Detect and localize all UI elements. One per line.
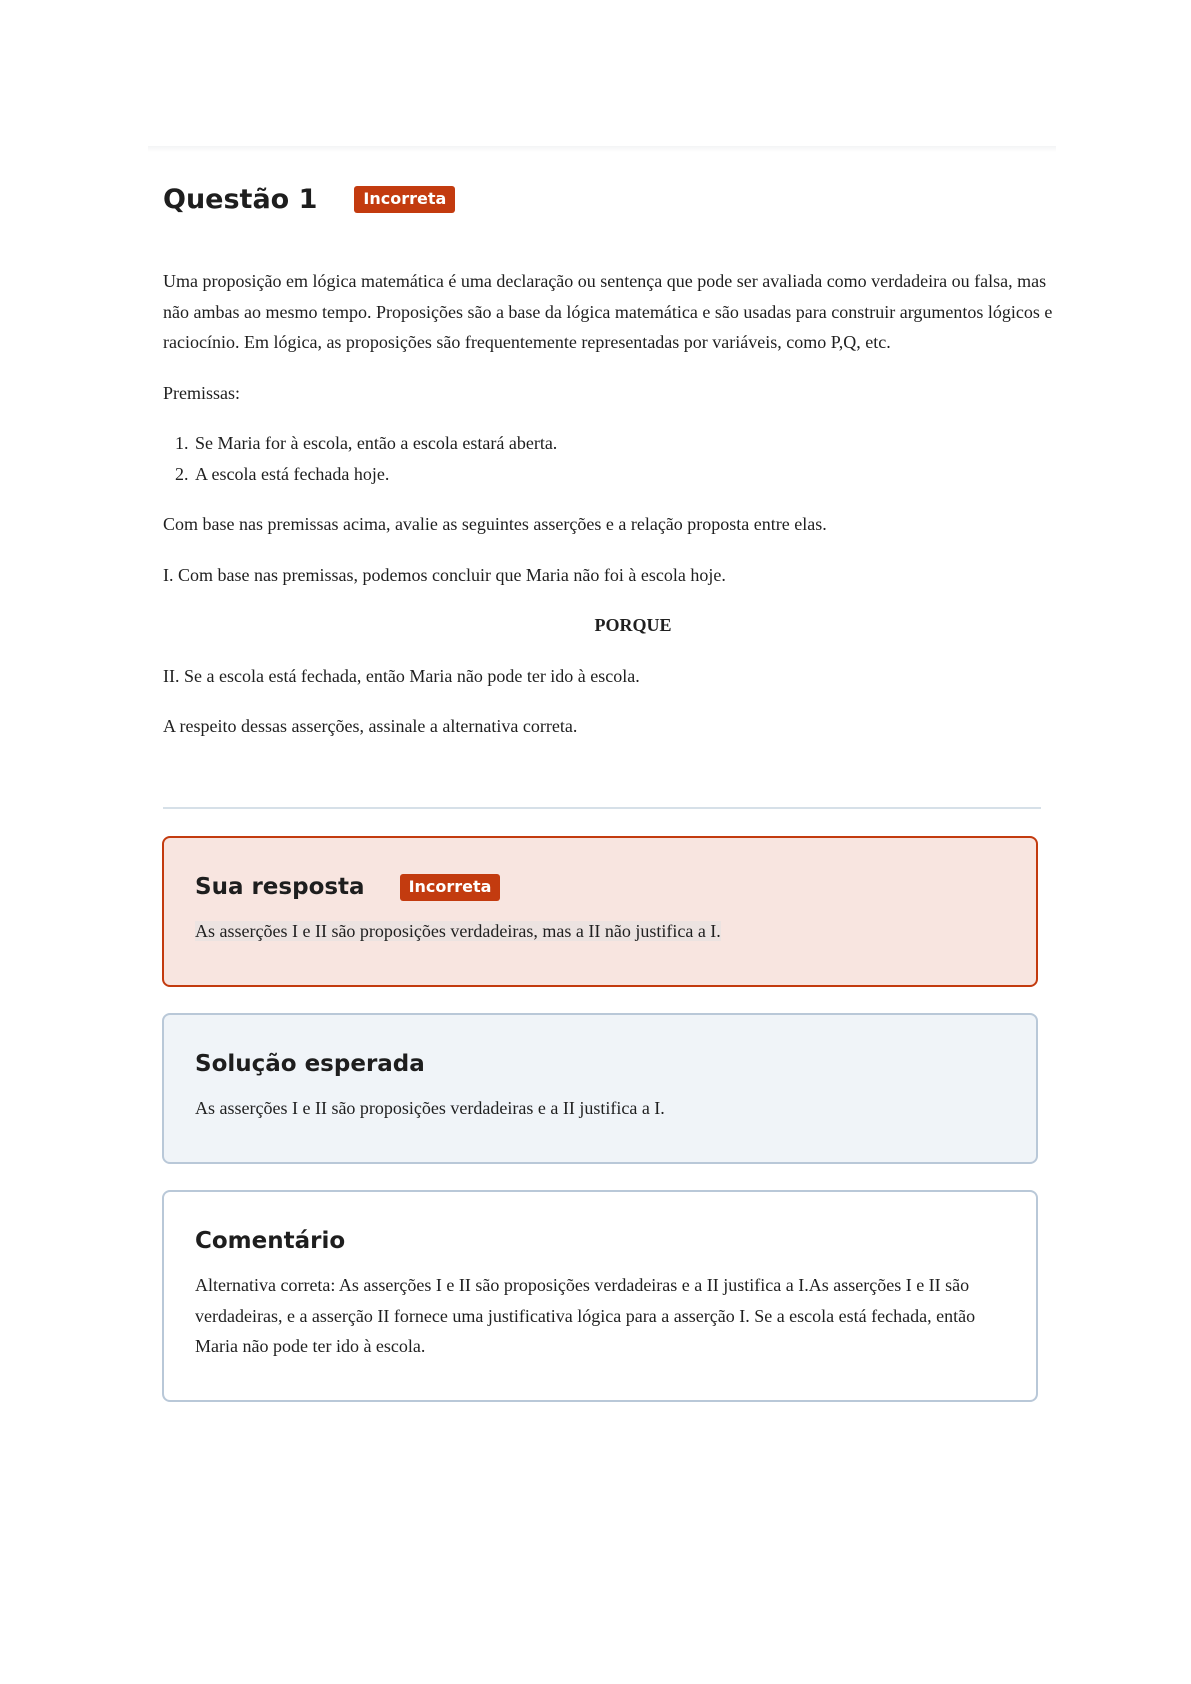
comment-text: Alternativa correta: As asserções I e II são proposições verdadeiras e a II justifica a I.As asserções I e II são verdadeiras, e a asserção II fornece uma justificativa lógica para a asserção I. Se a escola está fechada, então Maria não pode ter ido à escola. <box>195 1275 976 1356</box>
assertion-connector: PORQUE <box>594 615 672 635</box>
status-badge: Incorreta <box>354 186 455 213</box>
assertion-one: I. Com base nas premissas, podemos concluir que Maria não foi à escola hoje. <box>163 564 726 585</box>
premises-label: Premissas: <box>163 382 241 403</box>
your-answer-heading <box>195 872 1006 902</box>
statement-intro: Uma proposição em lógica matemática é uma declaração ou sentença que pode ser avaliada como verdadeira ou falsa, mas não ambas ao mesmo tempo. Proposições são a base da lógica matemática e são usadas para construir argumentos lógicos e raciocínio. Em lógica, as proposições são frequentemente representadas por variáveis, como P,Q, etc. <box>163 271 1053 352</box>
statement-closing: A respeito dessas asserções, assinale a alternativa correta. <box>163 716 578 736</box>
expected-solution-title: Solução esperada <box>195 1051 425 1077</box>
list-item: 2. A escola está fechada hoje. <box>193 459 1053 490</box>
premises-list <box>163 428 1053 489</box>
question-title: Questão 1 <box>163 184 318 215</box>
comment-card <box>162 1190 1038 1402</box>
question-header <box>163 184 455 215</box>
expected-solution-text: As asserções I e II são proposições verdadeiras e a II justifica a I. <box>195 1098 665 1118</box>
your-answer-highlight: As asserções I e II são proposições verdadeiras, mas a II não justifica a I. <box>195 921 721 941</box>
question-statement <box>163 266 1053 762</box>
your-answer-card <box>162 836 1038 987</box>
your-answer-title: Sua resposta <box>195 874 365 900</box>
expected-solution-card <box>162 1013 1038 1164</box>
statement-instruction: Com base nas premissas acima, avalie as seguintes asserções e a relação proposta entre elas. <box>163 514 827 534</box>
your-answer-text <box>195 916 1006 947</box>
comment-title: Comentário <box>195 1228 346 1254</box>
assertion-two: II. Se a escola está fechada, então Maria não pode ter ido à escola. <box>163 665 640 686</box>
page-top-divider <box>148 146 1056 152</box>
list-item: 1. Se Maria for à escola, então a escola estará aberta. <box>193 428 1053 459</box>
section-divider <box>163 807 1041 809</box>
status-badge: Incorreta <box>400 874 501 901</box>
